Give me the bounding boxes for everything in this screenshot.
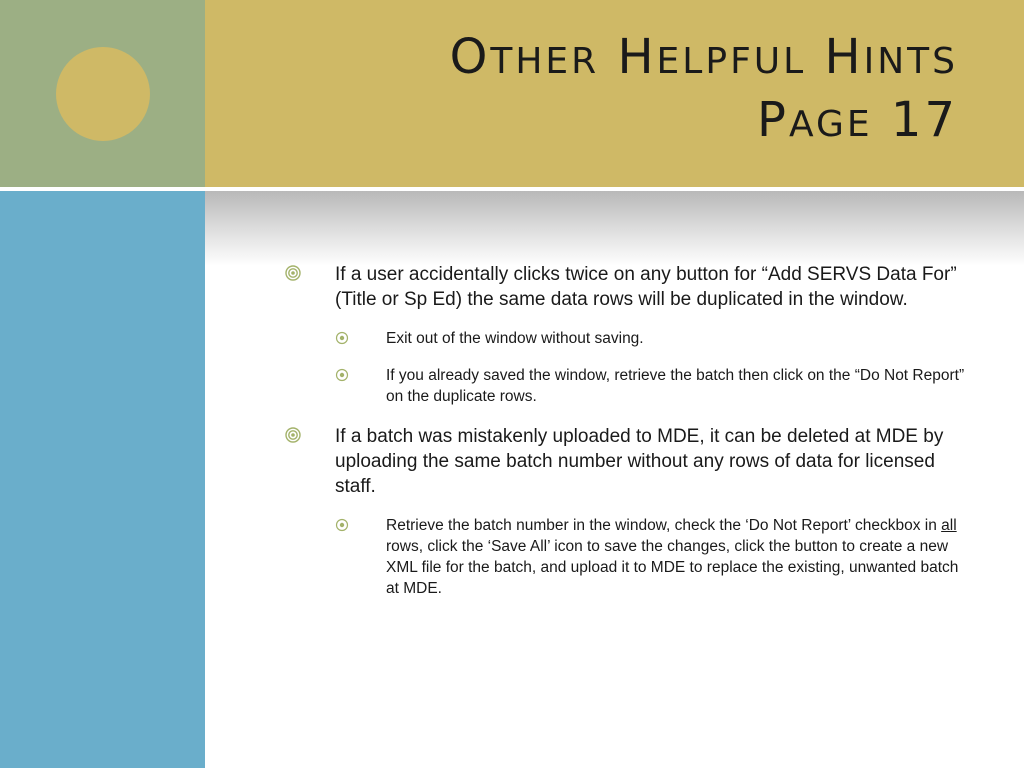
underlined-word: all [941,517,957,534]
gray-gradient-band [205,191,1024,266]
decorative-circle [56,47,150,141]
double-ring-bullet-icon [284,426,302,444]
bullet-item-1 [284,262,974,312]
bullet-list [284,262,974,599]
sub-bullet-2-1 [284,515,974,599]
dot-ring-bullet-icon [335,518,349,532]
double-ring-bullet-icon [284,264,302,282]
sub-bullet-text: Exit out of the window without saving. [386,330,644,347]
sub-bullet-1-2 [284,365,974,407]
sub-bullet-text-before: Retrieve the batch number in the window, check the ‘Do Not Report’ checkbox in [386,517,942,534]
bullet-text: If a user accidentally clicks twice on any button for “Add SERVS Data For” (Title or Sp Ed) the same data rows will be duplicated in the window. [335,264,957,310]
sub-bullet-text-after: rows, click the ‘Save All’ icon to save the changes, click the button to create a new XML file for the batch, and upload it to MDE to replace the existing, unwanted batch at MDE. [386,538,959,597]
blue-side-panel [0,191,205,768]
title-line-1: OTHER HELPFUL HINTS [449,29,958,85]
sub-bullet-1-1 [284,328,974,349]
sub-bullet-text: If you already saved the window, retrieve the batch then click on the “Do Not Report” on the duplicate rows. [386,367,965,405]
slide-title [258,28,958,154]
bullet-item-2 [284,424,974,499]
title-line-2: PAGE 17 [757,92,958,148]
dot-ring-bullet-icon [335,368,349,382]
dot-ring-bullet-icon [335,331,349,345]
bullet-text: If a batch was mistakenly uploaded to MDE, it can be deleted at MDE by uploading the same batch number without any rows of data for licensed staff. [335,426,944,497]
